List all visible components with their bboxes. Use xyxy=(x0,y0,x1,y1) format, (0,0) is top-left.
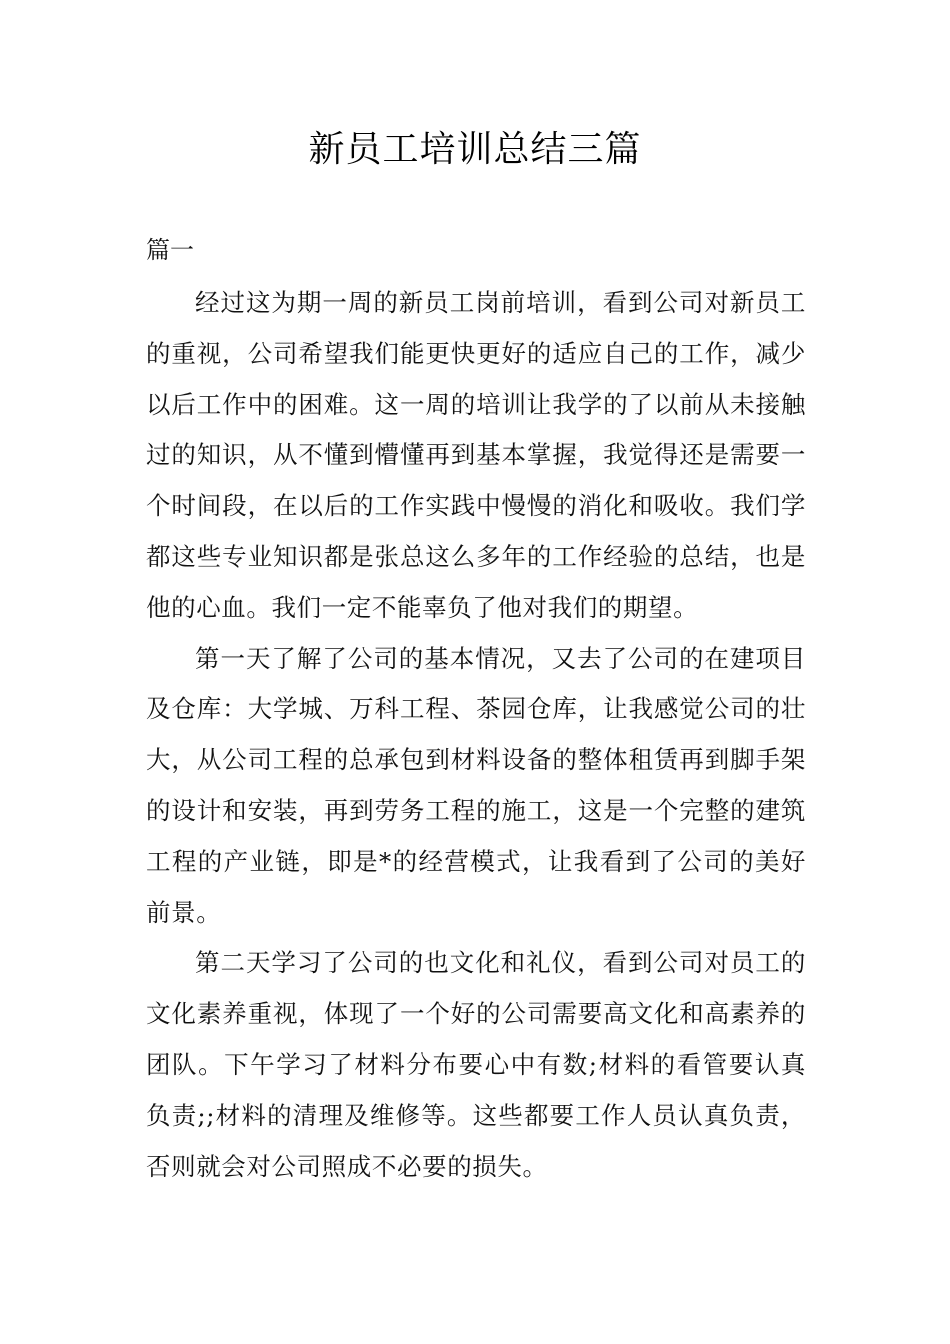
document-body xyxy=(146,278,806,1192)
paragraph-3: 第二天学习了公司的也文化和礼仪，看到公司对员工的文化素养重视，体现了一个好的公司需要高文化和高素养的团队。下午学习了材料分布要心中有数;材料的看管要认真负责;;材料的清理及维修等。这些都要工作人员认真负责，否则就会对公司照成不必要的损失。 xyxy=(146,948,806,1181)
document-title: 新员工培训总结三篇 xyxy=(308,129,642,170)
paragraph-2: 第一天了解了公司的基本情况，又去了公司的在建项目及仓库：大学城、万科工程、茶园仓库，让我感觉公司的壮大，从公司工程的总承包到材料设备的整体租赁再到脚手架的设计和安装，再到劳务工程的施工，这是一个完整的建筑工程的产业链，即是*的经营模式，让我看到了公司的美好前景。 xyxy=(146,643,806,927)
paragraph-1: 经过这为期一周的新员工岗前培训，看到公司对新员工的重视，公司希望我们能更快更好的适应自己的工作，减少以后工作中的困难。这一周的培训让我学的了以前从未接触过的知识，从不懂到懵懂再到基本掌握，我觉得还是需要一个时间段，在以后的工作实践中慢慢的消化和吸收。我们学都这些专业知识都是张总这么多年的工作经验的总结，也是他的心血。我们一定不能辜负了他对我们的期望。 xyxy=(146,288,806,622)
section-label: 篇一 xyxy=(146,236,194,264)
